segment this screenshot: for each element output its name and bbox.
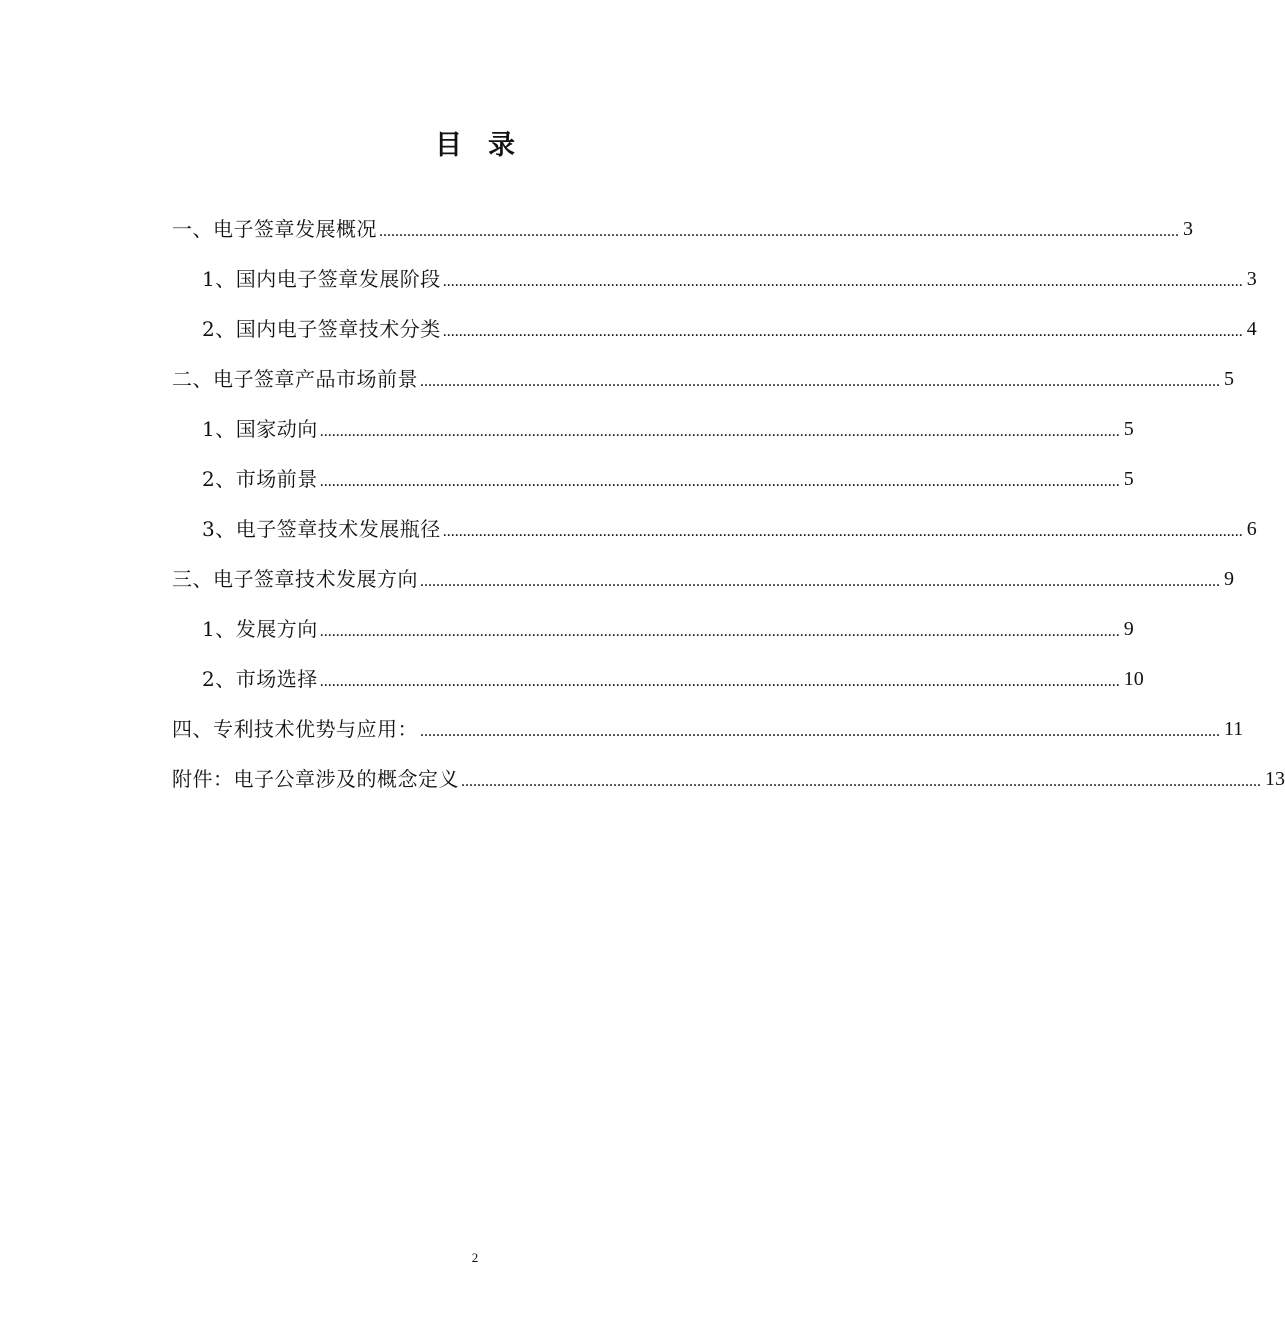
table-of-contents xyxy=(172,200,1285,800)
toc-leader-dots: ........................................................................................................................................................................................................ xyxy=(379,223,1179,240)
toc-entry-page: 5 xyxy=(1123,468,1134,490)
toc-entry[interactable] xyxy=(172,300,1257,350)
toc-entry[interactable] xyxy=(172,650,1144,700)
toc-leader-dots: ........................................................................................................................................................................................................ xyxy=(319,623,1120,640)
toc-entry-page: 13 xyxy=(1265,768,1285,790)
toc-entry-text: 四、专利技术优势与应用： xyxy=(172,717,418,741)
toc-entry-page: 5 xyxy=(1123,418,1134,440)
toc-leader-dots: ........................................................................................................................................................................................................ xyxy=(461,773,1261,790)
toc-entry-page: 11 xyxy=(1224,718,1244,740)
page-title: 目录 xyxy=(435,130,541,162)
toc-leader-dots: ........................................................................................................................................................................................................ xyxy=(442,323,1243,340)
toc-entry[interactable] xyxy=(172,600,1134,650)
toc-entry-page: 5 xyxy=(1224,368,1234,390)
toc-leader-dots: ........................................................................................................................................................................................................ xyxy=(420,723,1220,740)
toc-entry-page: 3 xyxy=(1183,218,1193,240)
toc-entry[interactable] xyxy=(172,700,1244,750)
toc-entry[interactable] xyxy=(172,500,1257,550)
toc-entry-text: 3、电子签章技术发展瓶径 xyxy=(202,517,441,541)
toc-leader-dots: ........................................................................................................................................................................................................ xyxy=(319,673,1120,690)
toc-entry-text: 2、市场前景 xyxy=(202,467,318,491)
toc-leader-dots: ........................................................................................................................................................................................................ xyxy=(420,373,1220,390)
toc-entry-text: 二、电子签章产品市场前景 xyxy=(172,367,418,391)
toc-entry-page: 4 xyxy=(1246,318,1257,340)
toc-entry[interactable] xyxy=(172,750,1285,800)
toc-entry[interactable] xyxy=(172,400,1134,450)
toc-entry-text: 三、电子签章技术发展方向 xyxy=(172,567,418,591)
page-number: 2 xyxy=(471,1250,479,1265)
toc-entry[interactable] xyxy=(172,550,1234,600)
toc-entry-page: 10 xyxy=(1123,668,1144,690)
toc-entry[interactable] xyxy=(172,200,1193,250)
toc-leader-dots: ........................................................................................................................................................................................................ xyxy=(420,573,1220,590)
toc-leader-dots: ........................................................................................................................................................................................................ xyxy=(319,423,1120,440)
toc-leader-dots: ........................................................................................................................................................................................................ xyxy=(319,473,1120,490)
toc-leader-dots: ........................................................................................................................................................................................................ xyxy=(442,523,1243,540)
toc-entry[interactable] xyxy=(172,450,1134,500)
toc-entry[interactable] xyxy=(172,250,1257,300)
toc-entry[interactable] xyxy=(172,350,1234,400)
toc-entry-page: 9 xyxy=(1224,568,1234,590)
toc-entry-text: 1、国内电子签章发展阶段 xyxy=(202,267,441,291)
toc-entry-text: 1、国家动向 xyxy=(202,417,318,441)
toc-entry-text: 1、发展方向 xyxy=(202,617,318,641)
toc-entry-page: 9 xyxy=(1123,618,1134,640)
toc-entry-page: 6 xyxy=(1246,518,1257,540)
toc-entry-text: 2、市场选择 xyxy=(202,667,318,691)
toc-entry-text: 一、电子签章发展概况 xyxy=(172,217,377,241)
toc-leader-dots: ........................................................................................................................................................................................................ xyxy=(442,273,1243,290)
toc-entry-text: 2、国内电子签章技术分类 xyxy=(202,317,441,341)
toc-entry-page: 3 xyxy=(1246,268,1257,290)
toc-entry-text: 附件：电子公章涉及的概念定义 xyxy=(172,767,459,791)
